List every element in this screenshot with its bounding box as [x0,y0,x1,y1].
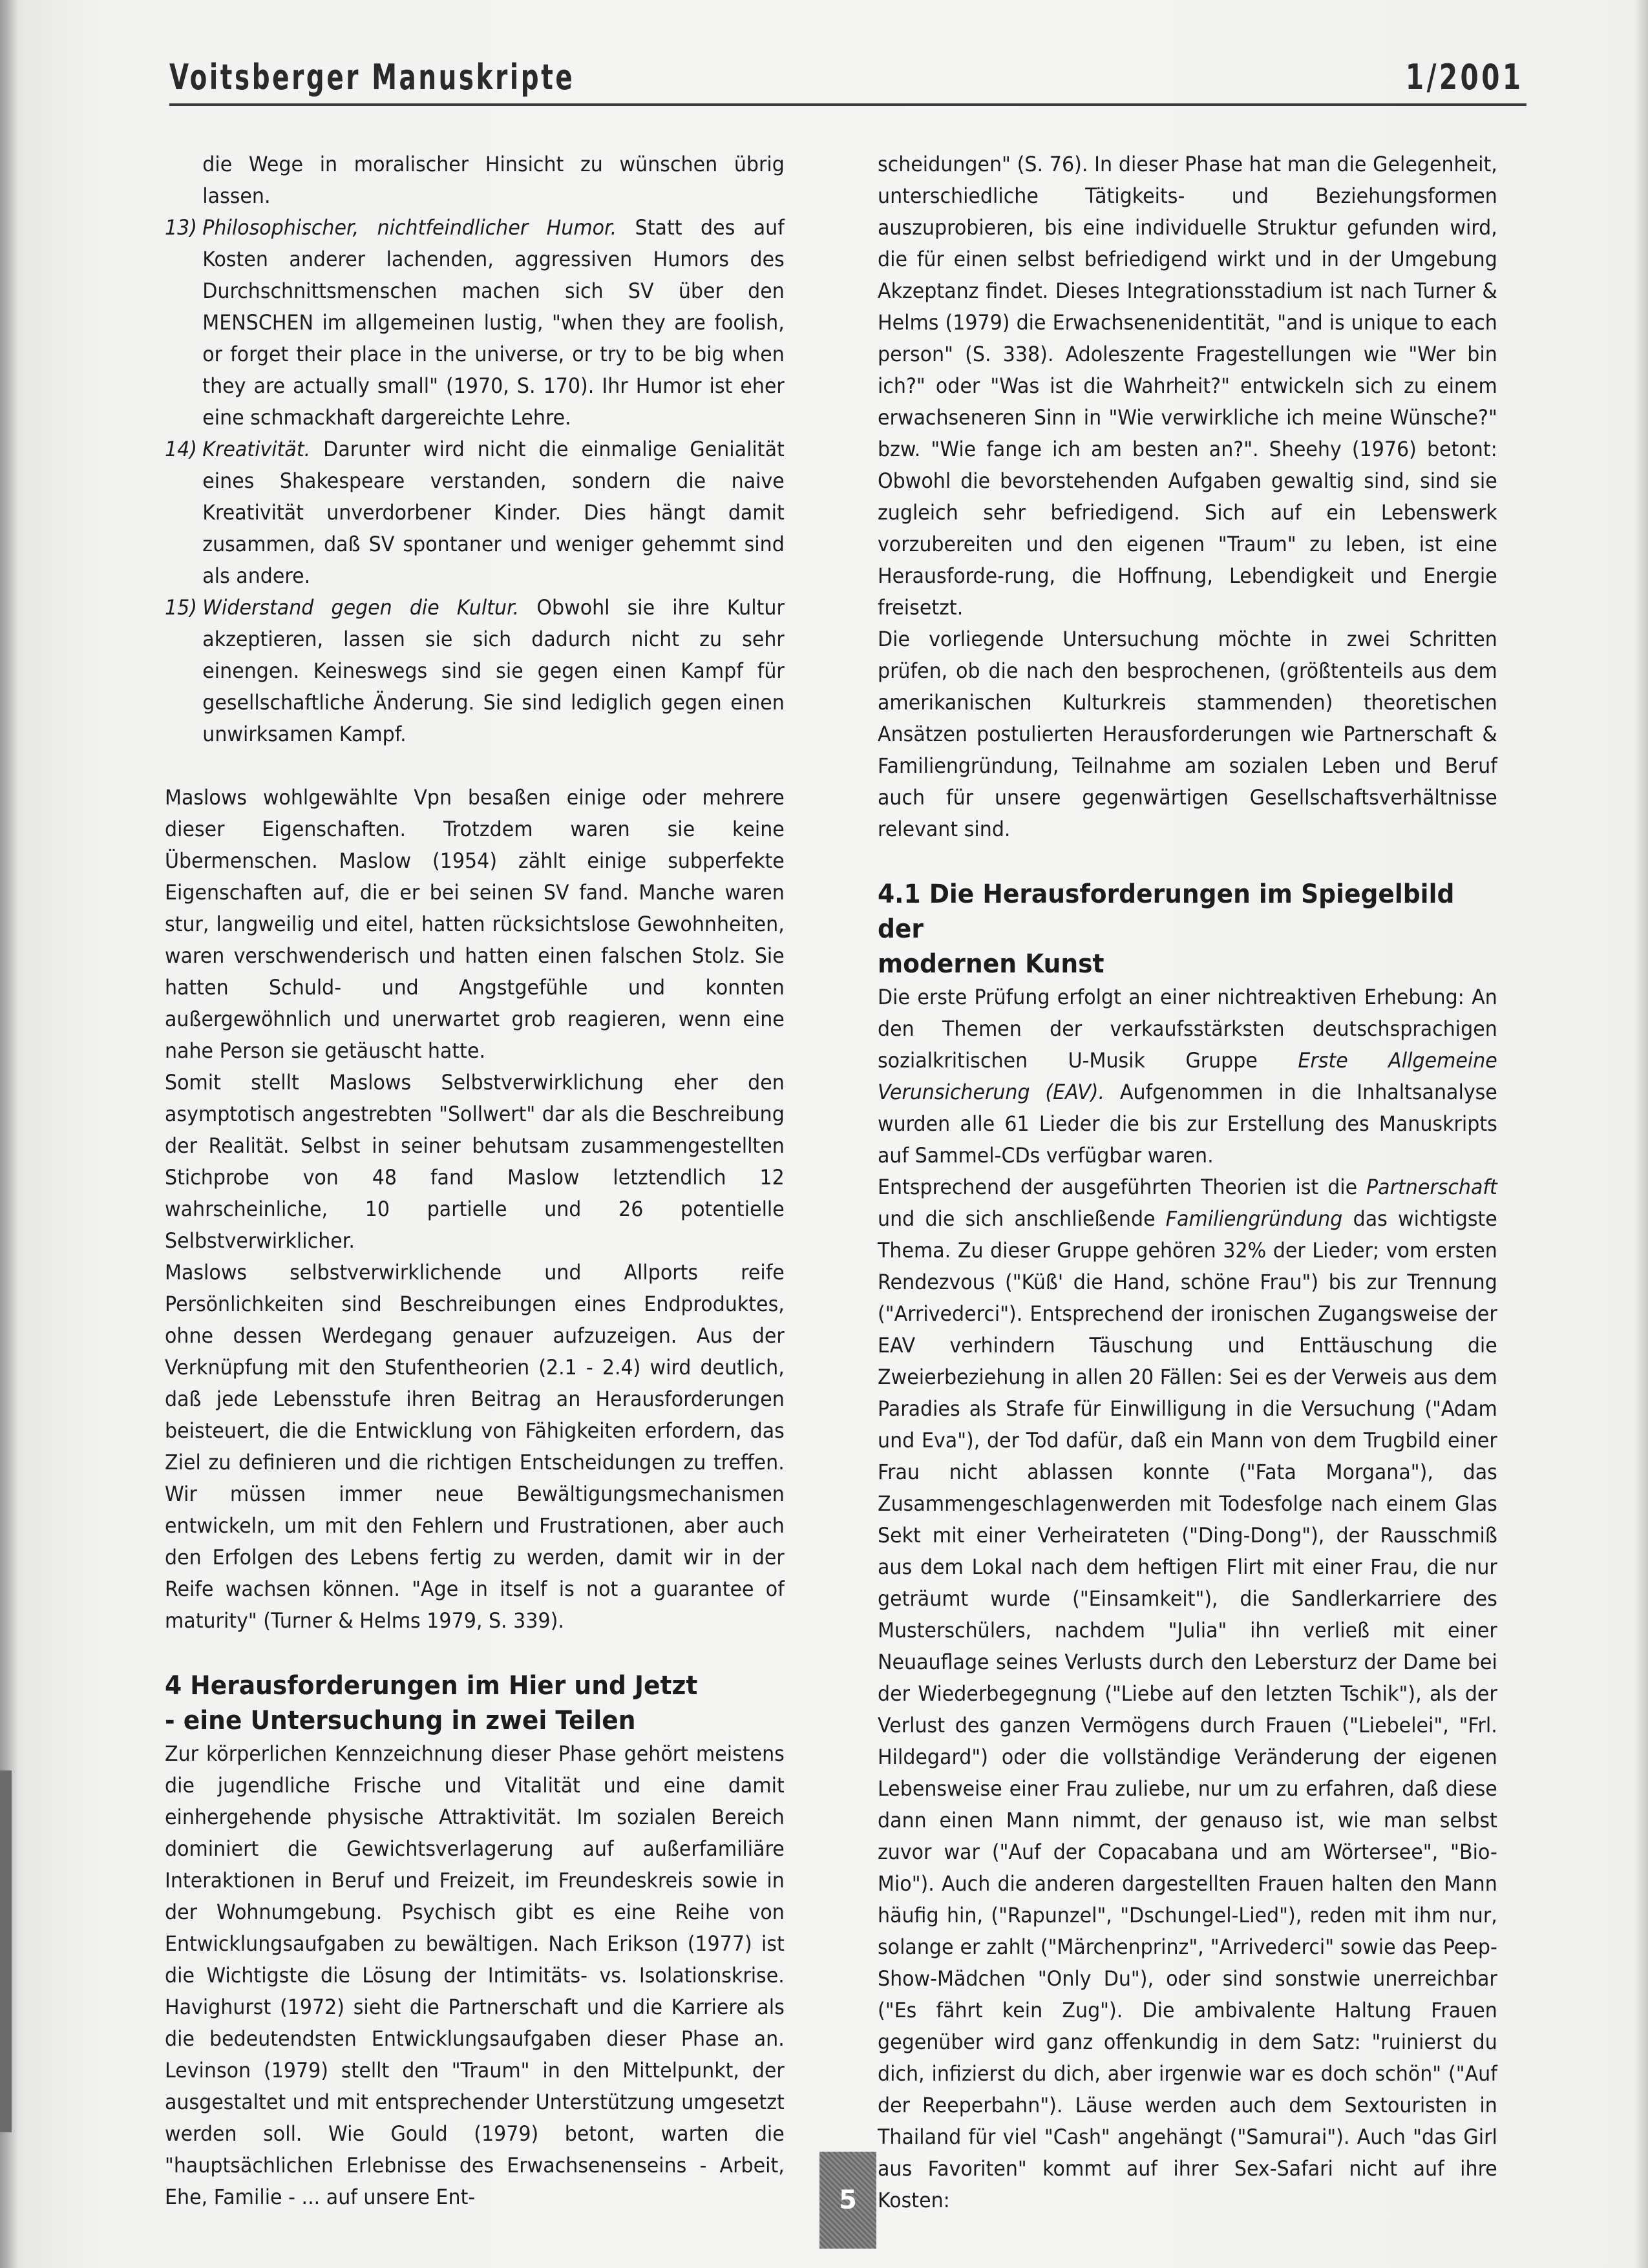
list-item-13 [165,212,785,434]
list-number: 15) [165,595,198,620]
binding-edge-band [0,1770,12,2132]
paragraph-allport: Maslows selbstverwirklichende und Allports reife Persönlichkeiten sind Beschreibungen eines Endproduktes, ohne dessen Werdegang genauer aufzuzeigen. Aus der Verknüpfung mit den Stufentheorien (2.1 - 2.4) wird deutlich, daß jede Lebensstufe ihren Beitrag an Herausforderungen beisteuert, die die Entwicklung von Fähigkeiten erfordern, das Ziel zu definieren und die richtigen Entscheidungen zu treffen. Wir müssen immer neue Bewältigungsmechanismen entwickeln, um mit den Fehlern und Frustrationen, aber auch den Erfolgen des Lebens fertig zu werden, damit wir in der Reife wachsen können. "Age in itself is not a guarantee of maturity" (Turner & Helms 1979, S. 339). [165,1260,785,1633]
list-item-text: Darunter wird nicht die einmalige Genialität eines Shakespeare verstanden, sondern die naive Kreativität unverdorbener Kinder. Dies hängt damit zusammen, daß SV spontaner und weniger gehemmt sind als andere. [202,437,785,588]
list-body [202,212,785,434]
list-body [202,592,785,750]
issue-number: 1/2001 [1406,57,1524,98]
paragraph-erste-pruefung [878,982,1497,1171]
emphasis-familiengruendung: Familiengründung [1165,1206,1343,1231]
paragraph-partnerschaft [878,1171,1497,2216]
section-heading-4-1-line1: 4.1 Die Herausforderungen im Spiegelbild der [878,879,1455,944]
list-body [202,434,785,592]
journal-title: Voitsberger Manuskripte [169,57,575,98]
intro-continuation: die Wege in moralischer Hinsicht zu wünschen übrig lassen. [202,152,785,208]
page-number-tab [819,2152,876,2249]
list-item-title: Kreativität. [202,437,311,461]
list-number: 14) [165,437,198,461]
text-run: Die erste Prüfung erfolgt an einer nichtreaktiven Erhebung: An den Themen der verkaufsstärksten deutschsprachigen sozialkritischen U-Musik Gruppe [878,985,1497,1073]
left-column [165,149,785,2213]
paragraph-entscheidungen: scheidungen" (S. 76). In dieser Phase hat man die Gelegenheit, unterschiedliche Tätigkeits- und Beziehungsformen auszuprobieren, bis eine individuelle Struktur gefunden wird, die für einen selbst befriedigend wirkt und in der Umgebung Akzeptanz findet. Dieses Integrationsstadium ist nach Turner & Helms (1979) die Erwachsenenidentität, "and is unique to each person" (S. 338). Adoleszente Fragestellungen wie "Wer bin ich?" oder "Was ist die Wahrheit?" entwickeln sich zu einem erwachseneren Sinn in "Wie verwirkliche ich meine Wünsche?" bzw. "Wie fange ich am besten an?". Sheehy (1976) betont: Obwohl die bevorstehenden Aufgaben gewaltig sind, sind sie zugleich sehr befriedigend. Sich auf ein Lebenswerk vorzubereiten und den eigenen "Traum" zu leben, ist eine Herausforde-rung, die Hoffnung, Lebendigkeit und Energie freisetzt. [878,152,1497,620]
paragraph-gap [878,845,1497,877]
paragraph-gap [165,1637,785,1668]
section-heading-4-line2: - eine Untersuchung in zwei Teilen [165,1706,636,1736]
paragraph-maslow-vpn: Maslows wohlgewählte Vpn besaßen einige oder mehrere dieser Eigenschaften. Trotzdem waren sie keine Übermenschen. Maslow (1954) zählt einige subperfekte Eigenschaften auf, die er bei seinen SV fand. Manche waren stur, langweilig und eitel, hatten rücksichtslose Gewohnheiten, waren verschwenderisch und hatten einen falschen Stolz. Sie hatten Schuld- und Angstgefühle und konnten außergewöhnlich und unerwartet grob reagieren, wenn eine nahe Person sie getäuscht hatte. [165,785,785,1063]
band-name: Erste Allgemeine Verunsicherung (EAV). [878,1048,1497,1104]
paragraph-sollwert: Somit stellt Maslows Selbstverwirklichung eher den asymptotisch angestrebten "Sollwert" dar als die Beschreibung der Realität. Selbst in seiner behutsam zusammengestellten Stichprobe von 48 fand Maslow letztendlich 12 wahrscheinliche, 10 partielle und 26 potentielle Selbstverwirklicher. [165,1070,785,1253]
list-item-14 [165,434,785,592]
list-item-text: Obwohl sie ihre Kultur akzeptieren, lassen sie sich dadurch nicht zu sehr einengen. Keineswegs sind sie gegen einen Kampf für gesellschaftliche Änderung. Sie sind lediglich gegen einen unwirksamen Kampf. [202,595,785,746]
text-run: Entsprechend der ausgeführten Theorien ist die [878,1175,1367,1199]
text-run: und die sich anschließende [878,1206,1166,1231]
list-item-title: Widerstand gegen die Kultur. [202,595,520,620]
section-heading-4-1-line2: modernen Kunst [878,949,1104,979]
header-rule [169,103,1527,106]
section-heading-4 [165,1668,785,1738]
paragraph-untersuchung: Die vorliegende Untersuchung möchte in zwei Schritten prüfen, ob die nach den besprochenen, (größtenteils aus dem amerikanischen Kulturkreis stammenden) theoretischen Ansätzen postulierten Herausforderungen wie Partnerschaft & Familiengründung, Teilnahme am sozialen Leben und Beruf auch für unsere gegenwärtigen Gesellschaftsverhältnisse relevant sind. [878,627,1497,841]
section-heading-4-line1: 4 Herausforderungen im Hier und Jetzt [165,1671,698,1701]
paragraph-phase: Zur körperlichen Kennzeichnung dieser Phase gehört meistens die jugendliche Frische und Vitalität und eine damit einhergehende physische Attraktivität. Im sozialen Bereich dominiert die Gewichtsverlagerung auf außerfamiliäre Interaktionen in Beruf und Freizeit, im Freundeskreis sowie in der Wohnumgebung. Psychisch gibt es eine Reihe von Entwicklungsaufgaben zu bewältigen. Nach Erikson (1977) ist die Wichtigste die Lösung der Intimitäts- vs. Isolationskrise. Havighurst (1972) sieht die Partnerschaft und die Karriere als die bedeutendsten Entwicklungsaufgaben dieser Phase an. Levinson (1979) stellt den "Traum" in den Mittelpunkt, der ausgestaltet und mit entsprechender Unterstützung umgesetzt werden soll. Wie Gould (1979) betont, warten die "hauptsächlichen Erlebnisse des Erwachsenenseins - Arbeit, Ehe, Familie - ... auf unsere Ent- [165,1741,785,2209]
page-right-edge [1634,0,1648,2268]
text-run: Aufgenommen in die Inhaltsanalyse wurden alle 61 Lieder die bis zur Erstellung des Manuskripts auf Sammel-CDs verfügbar waren. [878,1080,1497,1168]
list-number: 13) [165,215,198,240]
list-item-text: Statt des auf Kosten anderer lachenden, aggressiven Humors des Durchschnittsmenschen machen sich SV über den MENSCHEN im allgemeinen lustig, "when they are foolish, or forget their place in the universe, or try to be big when they are actually small" (1970, S. 170). Ihr Humor ist eher eine schmackhaft dargereichte Lehre. [202,215,785,430]
section-heading-4-1 [878,877,1497,982]
paragraph-gap [165,750,785,782]
list-item-title: Philosophischer, nichtfeindlicher Humor. [202,215,617,240]
text-run: das wichtigste Thema. Zu dieser Gruppe gehören 32% der Lieder; vom ersten Rendezvous ("Küß' die Hand, schöne Frau") bis zur Trennung ("Arrivederci"). Entsprechend der ironischen Zugangsweise der EAV verhindern Täuschung und Enttäuschung die Zweierbeziehung in allen 20 Fällen: Sei es der Verweis aus dem Paradies als Strafe für Einwilligung in die Versuchung ("Adam und Eva"), der Tod dafür, daß ein Mann von dem Trugbild einer Frau nicht ablassen konnte ("Fata Morgana"), das Zusammengeschlagenwerden mit Todesfolge nach einem Glas Sekt mit einer Verheirateten ("Ding-Dong"), der Rausschmiß aus dem Lokal nach dem heftigen Flirt mit einer Frau, die nur geträumt wurde ("Einsamkeit"), die Sandlerkarriere des Musterschülers, nachdem "Julia" ihn verließ mit einer Neuauflage seines Verlusts durch den Lebersturz der Dame bei der Wiederbegegnung ("Liebe auf den letzten Tschik"), als der Verlust des ganzen Vermögens durch Frauen ("Liebelei", "Frl. Hildegard") oder die vollständige Veränderung der eigenen Lebensweise einer Frau zuliebe, nur um zu erfahren, daß diese dann einen Mann nimmt, der genauso ist, wie man selbst zuvor war ("Auf der Copacabana und am Wörtersee", "Bio-Mio"). Auch die anderen dargestellten Frauen halten den Mann häufig hin, ("Rapunzel", "Dschungel-Lied"), reden mit ihm nur, solange er zahlt ("Märchenprinz", "Arrivederci" sowie das Peep-Show-Mädchen "Only Du"), oder sind sonstwie unerreichbar ("Es fährt kein Zug"). Die ambivalente Haltung Frauen gegenüber wird ganz offenkundig in dem Satz: "ruinierst du dich, infizierst du dich, aber irgenwie war es doch schön" ("Auf der Reeperbahn"). Läuse werden auch dem Sextouristen in Thailand für viel "Cash" angehängt ("Samurai"). Auch "das Girl aus Favoriten" kommt auf ihrer Sex-Safari nicht auf ihre Kosten: [878,1206,1497,2212]
list-item-15 [165,592,785,750]
emphasis-partnerschaft: Partnerschaft [1366,1175,1497,1199]
page-number: 5 [839,2185,857,2215]
right-column [878,149,1497,2216]
